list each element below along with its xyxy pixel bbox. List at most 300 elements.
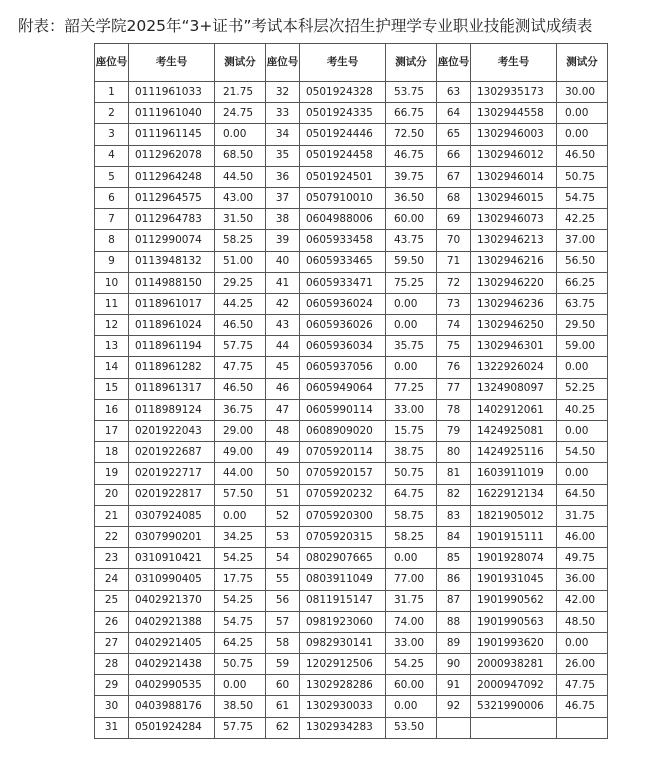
test-score: 0.00 (557, 124, 608, 145)
exam-id: 1302946012 (471, 145, 557, 166)
table-row (95, 315, 608, 336)
exam-id: 0605937056 (300, 357, 386, 378)
seat-number: 62 (266, 717, 300, 738)
test-score: 0.00 (557, 103, 608, 124)
seat-number: 50 (266, 463, 300, 484)
test-score: 0.00 (386, 315, 437, 336)
test-score: 21.75 (215, 82, 266, 103)
seat-number: 55 (266, 569, 300, 590)
test-score (557, 717, 608, 738)
seat-number: 49 (266, 442, 300, 463)
test-score: 39.75 (386, 166, 437, 187)
exam-id: 1302946216 (471, 251, 557, 272)
seat-number: 15 (95, 378, 129, 399)
test-score: 46.50 (557, 145, 608, 166)
test-score: 0.00 (557, 463, 608, 484)
seat-number: 90 (437, 654, 471, 675)
exam-id: 1302946003 (471, 124, 557, 145)
exam-id: 1302946236 (471, 293, 557, 314)
test-score: 57.75 (215, 717, 266, 738)
test-score: 31.75 (386, 590, 437, 611)
seat-number: 17 (95, 421, 129, 442)
exam-id: 0608909020 (300, 421, 386, 442)
test-score: 0.00 (386, 357, 437, 378)
seat-number: 89 (437, 632, 471, 653)
test-score: 34.25 (215, 526, 266, 547)
header-score: 测试分 (557, 44, 608, 82)
test-score: 33.00 (386, 399, 437, 420)
exam-id: 0605933465 (300, 251, 386, 272)
seat-number: 77 (437, 378, 471, 399)
exam-id: 0604988006 (300, 209, 386, 230)
table-row (95, 632, 608, 653)
table-row (95, 505, 608, 526)
table-header-row (95, 44, 608, 82)
table-row (95, 569, 608, 590)
table-row (95, 293, 608, 314)
seat-number: 8 (95, 230, 129, 251)
seat-number: 4 (95, 145, 129, 166)
seat-number: 70 (437, 230, 471, 251)
seat-number: 47 (266, 399, 300, 420)
test-score: 77.00 (386, 569, 437, 590)
exam-id: 1302946213 (471, 230, 557, 251)
table-row (95, 124, 608, 145)
seat-number: 68 (437, 187, 471, 208)
test-score: 40.25 (557, 399, 608, 420)
exam-id: 0111961040 (129, 103, 215, 124)
exam-id: 1901993620 (471, 632, 557, 653)
test-score: 53.75 (386, 82, 437, 103)
test-score: 33.00 (386, 632, 437, 653)
test-score: 48.50 (557, 611, 608, 632)
seat-number: 63 (437, 82, 471, 103)
test-score: 36.00 (557, 569, 608, 590)
seat-number: 59 (266, 654, 300, 675)
exam-id: 1622912134 (471, 484, 557, 505)
test-score: 59.00 (557, 336, 608, 357)
test-score: 0.00 (557, 632, 608, 653)
test-score: 46.75 (557, 696, 608, 717)
seat-number: 53 (266, 526, 300, 547)
seat-number: 88 (437, 611, 471, 632)
seat-number: 84 (437, 526, 471, 547)
exam-id: 0605936026 (300, 315, 386, 336)
exam-id: 0112990074 (129, 230, 215, 251)
table-row (95, 675, 608, 696)
exam-id: 0112962078 (129, 145, 215, 166)
exam-id: 0802907665 (300, 548, 386, 569)
exam-id: 0705920232 (300, 484, 386, 505)
exam-id: 1424925081 (471, 421, 557, 442)
seat-number: 21 (95, 505, 129, 526)
table-row (95, 357, 608, 378)
seat-number: 16 (95, 399, 129, 420)
seat-number: 10 (95, 272, 129, 293)
header-seat: 座位号 (437, 44, 471, 82)
seat-number: 9 (95, 251, 129, 272)
seat-number: 12 (95, 315, 129, 336)
exam-id: 0605949064 (300, 378, 386, 399)
test-score: 54.75 (557, 187, 608, 208)
seat-number: 1 (95, 82, 129, 103)
seat-number: 41 (266, 272, 300, 293)
exam-id: 0118961317 (129, 378, 215, 399)
exam-id: 1424925116 (471, 442, 557, 463)
test-score: 54.25 (215, 590, 266, 611)
seat-number: 86 (437, 569, 471, 590)
seat-number: 69 (437, 209, 471, 230)
exam-id: 0201922817 (129, 484, 215, 505)
test-score: 31.75 (557, 505, 608, 526)
header-exam-id: 考生号 (471, 44, 557, 82)
test-score: 46.50 (215, 378, 266, 399)
exam-id: 0113948132 (129, 251, 215, 272)
exam-id: 1901915111 (471, 526, 557, 547)
table-row (95, 463, 608, 484)
seat-number: 72 (437, 272, 471, 293)
exam-id: 1821905012 (471, 505, 557, 526)
exam-id: 0112964783 (129, 209, 215, 230)
seat-number: 57 (266, 611, 300, 632)
test-score: 66.75 (386, 103, 437, 124)
table-row (95, 230, 608, 251)
exam-id: 1302935173 (471, 82, 557, 103)
test-score: 38.50 (215, 696, 266, 717)
test-score: 29.00 (215, 421, 266, 442)
seat-number: 28 (95, 654, 129, 675)
seat-number: 78 (437, 399, 471, 420)
test-score: 38.75 (386, 442, 437, 463)
test-score: 0.00 (215, 505, 266, 526)
seat-number: 38 (266, 209, 300, 230)
seat-number: 29 (95, 675, 129, 696)
seat-number: 23 (95, 548, 129, 569)
table-row (95, 717, 608, 738)
exam-id: 0118989124 (129, 399, 215, 420)
exam-id: 1302930033 (300, 696, 386, 717)
test-score: 49.00 (215, 442, 266, 463)
seat-number: 92 (437, 696, 471, 717)
test-score: 46.75 (386, 145, 437, 166)
table-row (95, 145, 608, 166)
seat-number: 40 (266, 251, 300, 272)
test-score: 37.00 (557, 230, 608, 251)
exam-id: 0501924446 (300, 124, 386, 145)
seat-number: 42 (266, 293, 300, 314)
test-score: 42.25 (557, 209, 608, 230)
test-score: 75.25 (386, 272, 437, 293)
seat-number: 37 (266, 187, 300, 208)
seat-number: 83 (437, 505, 471, 526)
exam-id: 0201922687 (129, 442, 215, 463)
test-score: 46.00 (557, 526, 608, 547)
test-score: 47.75 (215, 357, 266, 378)
seat-number: 3 (95, 124, 129, 145)
seat-number: 74 (437, 315, 471, 336)
seat-number: 64 (437, 103, 471, 124)
seat-number: 36 (266, 166, 300, 187)
seat-number: 85 (437, 548, 471, 569)
exam-id: 1322926024 (471, 357, 557, 378)
test-score: 43.75 (386, 230, 437, 251)
exam-id: 1302946073 (471, 209, 557, 230)
test-score: 58.25 (386, 526, 437, 547)
test-score: 52.25 (557, 378, 608, 399)
exam-id: 0402921388 (129, 611, 215, 632)
table-body (95, 82, 608, 739)
test-score: 66.25 (557, 272, 608, 293)
test-score: 36.50 (386, 187, 437, 208)
seat-number: 80 (437, 442, 471, 463)
score-table (94, 43, 608, 739)
table-row (95, 103, 608, 124)
exam-id: 0403988176 (129, 696, 215, 717)
test-score: 29.50 (557, 315, 608, 336)
exam-id: 0507910010 (300, 187, 386, 208)
exam-id: 0201922043 (129, 421, 215, 442)
exam-id: 0811915147 (300, 590, 386, 611)
exam-id: 0605936034 (300, 336, 386, 357)
exam-id: 0501924501 (300, 166, 386, 187)
seat-number: 39 (266, 230, 300, 251)
test-score: 35.75 (386, 336, 437, 357)
seat-number: 61 (266, 696, 300, 717)
header-exam-id: 考生号 (129, 44, 215, 82)
test-score: 63.75 (557, 293, 608, 314)
test-score: 50.75 (557, 166, 608, 187)
seat-number: 67 (437, 166, 471, 187)
exam-id: 0402921370 (129, 590, 215, 611)
seat-number: 76 (437, 357, 471, 378)
test-score: 0.00 (557, 421, 608, 442)
exam-id: 1901931045 (471, 569, 557, 590)
exam-id: 1302944558 (471, 103, 557, 124)
page-title: 附表：韶关学院2025年“3+证书”考试本科层次招生护理学专业职业技能测试成绩表 (18, 17, 593, 35)
test-score: 68.50 (215, 145, 266, 166)
seat-number: 32 (266, 82, 300, 103)
seat-number: 6 (95, 187, 129, 208)
seat-number: 51 (266, 484, 300, 505)
table-row (95, 187, 608, 208)
exam-id: 0201922717 (129, 463, 215, 484)
test-score: 54.75 (215, 611, 266, 632)
test-score: 29.25 (215, 272, 266, 293)
test-score: 60.00 (386, 209, 437, 230)
exam-id: 2000947092 (471, 675, 557, 696)
exam-id: 1302934283 (300, 717, 386, 738)
exam-id: 1302946220 (471, 272, 557, 293)
seat-number: 43 (266, 315, 300, 336)
exam-id: 0118961017 (129, 293, 215, 314)
seat-number: 91 (437, 675, 471, 696)
seat-number: 58 (266, 632, 300, 653)
exam-id: 0118961024 (129, 315, 215, 336)
table-row (95, 590, 608, 611)
test-score: 77.25 (386, 378, 437, 399)
test-score: 53.50 (386, 717, 437, 738)
seat-number: 75 (437, 336, 471, 357)
seat-number: 25 (95, 590, 129, 611)
table-row (95, 272, 608, 293)
exam-id: 0114988150 (129, 272, 215, 293)
seat-number: 19 (95, 463, 129, 484)
test-score: 50.75 (386, 463, 437, 484)
exam-id: 0307990201 (129, 526, 215, 547)
exam-id: 0605936024 (300, 293, 386, 314)
exam-id: 0402921438 (129, 654, 215, 675)
exam-id: 1402912061 (471, 399, 557, 420)
exam-id: 0803911049 (300, 569, 386, 590)
exam-id: 0501924335 (300, 103, 386, 124)
exam-id: 1302946015 (471, 187, 557, 208)
test-score: 0.00 (386, 696, 437, 717)
table-row (95, 378, 608, 399)
seat-number (437, 717, 471, 738)
exam-id: 0705920157 (300, 463, 386, 484)
test-score: 59.50 (386, 251, 437, 272)
exam-id: 1324908097 (471, 378, 557, 399)
seat-number: 71 (437, 251, 471, 272)
exam-id: 1901990562 (471, 590, 557, 611)
exam-id: 1202912506 (300, 654, 386, 675)
exam-id: 0111961033 (129, 82, 215, 103)
exam-id: 0112964248 (129, 166, 215, 187)
header-exam-id: 考生号 (300, 44, 386, 82)
seat-number: 82 (437, 484, 471, 505)
test-score: 51.00 (215, 251, 266, 272)
seat-number: 26 (95, 611, 129, 632)
test-score: 74.00 (386, 611, 437, 632)
exam-id: 0118961282 (129, 357, 215, 378)
exam-id: 0310910421 (129, 548, 215, 569)
seat-number: 2 (95, 103, 129, 124)
table-row (95, 399, 608, 420)
test-score: 60.00 (386, 675, 437, 696)
test-score: 17.75 (215, 569, 266, 590)
seat-number: 73 (437, 293, 471, 314)
seat-number: 87 (437, 590, 471, 611)
table-row (95, 548, 608, 569)
test-score: 56.50 (557, 251, 608, 272)
exam-id: 0501924284 (129, 717, 215, 738)
table-row (95, 526, 608, 547)
test-score: 31.50 (215, 209, 266, 230)
test-score: 64.75 (386, 484, 437, 505)
test-score: 54.50 (557, 442, 608, 463)
table-row (95, 251, 608, 272)
test-score: 43.00 (215, 187, 266, 208)
exam-id: 0307924085 (129, 505, 215, 526)
seat-number: 18 (95, 442, 129, 463)
exam-id: 0111961145 (129, 124, 215, 145)
exam-id: 0705920114 (300, 442, 386, 463)
test-score: 26.00 (557, 654, 608, 675)
table-row (95, 442, 608, 463)
test-score: 64.50 (557, 484, 608, 505)
test-score: 58.75 (386, 505, 437, 526)
exam-id: 1603911019 (471, 463, 557, 484)
test-score: 42.00 (557, 590, 608, 611)
seat-number: 46 (266, 378, 300, 399)
table-row (95, 696, 608, 717)
seat-number: 60 (266, 675, 300, 696)
seat-number: 34 (266, 124, 300, 145)
header-score: 测试分 (215, 44, 266, 82)
test-score: 54.25 (215, 548, 266, 569)
test-score: 57.75 (215, 336, 266, 357)
seat-number: 48 (266, 421, 300, 442)
table-row (95, 166, 608, 187)
test-score: 44.00 (215, 463, 266, 484)
exam-id: 1302928286 (300, 675, 386, 696)
seat-number: 56 (266, 590, 300, 611)
exam-id: 0605933471 (300, 272, 386, 293)
seat-number: 22 (95, 526, 129, 547)
seat-number: 33 (266, 103, 300, 124)
exam-id: 1901928074 (471, 548, 557, 569)
exam-id: 0982930141 (300, 632, 386, 653)
test-score: 0.00 (215, 675, 266, 696)
test-score: 44.50 (215, 166, 266, 187)
table-row (95, 336, 608, 357)
test-score: 0.00 (386, 293, 437, 314)
test-score: 57.50 (215, 484, 266, 505)
exam-id: 0705920315 (300, 526, 386, 547)
exam-id: 1302946250 (471, 315, 557, 336)
exam-id: 0501924458 (300, 145, 386, 166)
seat-number: 44 (266, 336, 300, 357)
exam-id: 0118961194 (129, 336, 215, 357)
test-score: 44.25 (215, 293, 266, 314)
seat-number: 11 (95, 293, 129, 314)
exam-id: 0605990114 (300, 399, 386, 420)
exam-id: 0501924328 (300, 82, 386, 103)
test-score: 0.00 (386, 548, 437, 569)
seat-number: 52 (266, 505, 300, 526)
seat-number: 54 (266, 548, 300, 569)
seat-number: 13 (95, 336, 129, 357)
seat-number: 45 (266, 357, 300, 378)
exam-id: 0981923060 (300, 611, 386, 632)
seat-number: 30 (95, 696, 129, 717)
seat-number: 31 (95, 717, 129, 738)
test-score: 47.75 (557, 675, 608, 696)
exam-id: 1302946301 (471, 336, 557, 357)
exam-id: 5321990006 (471, 696, 557, 717)
test-score: 54.25 (386, 654, 437, 675)
exam-id: 0310990405 (129, 569, 215, 590)
test-score: 30.00 (557, 82, 608, 103)
table-row (95, 654, 608, 675)
exam-id: 1302946014 (471, 166, 557, 187)
test-score: 0.00 (215, 124, 266, 145)
seat-number: 14 (95, 357, 129, 378)
exam-id: 0112964575 (129, 187, 215, 208)
seat-number: 35 (266, 145, 300, 166)
seat-number: 65 (437, 124, 471, 145)
test-score: 58.25 (215, 230, 266, 251)
exam-id: 0402921405 (129, 632, 215, 653)
test-score: 50.75 (215, 654, 266, 675)
exam-id: 0402990535 (129, 675, 215, 696)
exam-id: 1901990563 (471, 611, 557, 632)
seat-number: 24 (95, 569, 129, 590)
seat-number: 66 (437, 145, 471, 166)
test-score: 24.75 (215, 103, 266, 124)
table-row (95, 421, 608, 442)
header-seat: 座位号 (95, 44, 129, 82)
